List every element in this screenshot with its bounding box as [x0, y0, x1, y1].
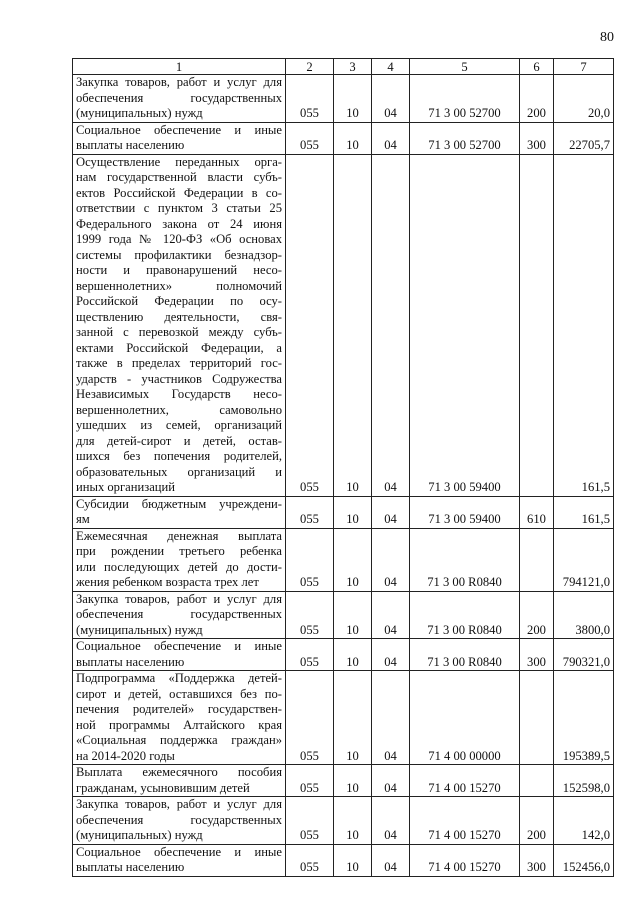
ministry-code: 055 [286, 797, 334, 845]
section-code: 10 [334, 844, 372, 876]
description-line: вершеннолетних» полномочий [76, 278, 282, 293]
table-row [73, 591, 614, 639]
row-description [73, 75, 286, 123]
row-description [73, 797, 286, 845]
amount-value: 790321,0 [554, 639, 614, 671]
section-code: 10 [334, 154, 372, 496]
description-line: ударств - участников Содружества [76, 371, 282, 386]
description-line: Подпрограмма «Поддержка детей- [76, 671, 282, 685]
section-code: 10 [334, 528, 372, 591]
description-line: для детей-сирот и детей, остав- [76, 433, 282, 448]
description-line: Социальное обеспечение и иные [76, 639, 282, 653]
amount-value: 152456,0 [554, 844, 614, 876]
description-line: на 2014-2020 годы [76, 748, 175, 763]
target-article-code: 71 4 00 00000 [410, 671, 520, 765]
description-line: ектов Российской Федерации в со- [76, 185, 282, 200]
row-description [73, 639, 286, 671]
ministry-code: 055 [286, 591, 334, 639]
amount-value: 142,0 [554, 797, 614, 845]
description-line: также в пределах территорий гос- [76, 356, 282, 370]
target-article-code: 71 3 00 59400 [410, 496, 520, 528]
header-cell: 5 [410, 59, 520, 75]
ministry-code: 055 [286, 122, 334, 154]
description-line: печения родителей» государствен- [76, 702, 282, 716]
section-code: 10 [334, 496, 372, 528]
ministry-code: 055 [286, 844, 334, 876]
table-header-row [73, 59, 614, 75]
row-description [73, 122, 286, 154]
header-cell: 3 [334, 59, 372, 75]
table-row [73, 639, 614, 671]
amount-value: 794121,0 [554, 528, 614, 591]
description-line: обеспечения государственных [76, 812, 282, 827]
description-line: вершеннолетних, самовольно [76, 402, 282, 417]
description-line: выплаты населению [76, 860, 185, 874]
expense-type-code: 200 [520, 797, 554, 845]
description-line: Осуществление переданных орга- [76, 154, 282, 169]
description-line: Социальное обеспечение и иные [76, 844, 282, 859]
description-line: ности и правонарушений несо- [76, 263, 282, 277]
table-row [73, 528, 614, 591]
description-line: (муниципальных) нужд [76, 828, 203, 842]
header-cell: 4 [372, 59, 410, 75]
description-line: (муниципальных) нужд [76, 106, 203, 120]
row-description [73, 154, 286, 496]
table-row [73, 671, 614, 765]
description-line: обеспечения государственных [76, 90, 282, 105]
expense-type-code: 300 [520, 844, 554, 876]
description-line: Российской Федерации по осу- [76, 294, 282, 308]
ministry-code: 055 [286, 154, 334, 496]
section-code: 10 [334, 639, 372, 671]
amount-value: 3800,0 [554, 591, 614, 639]
ministry-code: 055 [286, 528, 334, 591]
description-line: ектами Российской Федерации, а [76, 340, 282, 355]
ministry-code: 055 [286, 765, 334, 797]
description-line: (муниципальных) нужд [76, 622, 203, 637]
amount-value: 161,5 [554, 154, 614, 496]
target-article-code: 71 3 00 R0840 [410, 639, 520, 671]
description-line: иных организаций [76, 480, 175, 494]
section-code: 10 [334, 122, 372, 154]
section-code: 10 [334, 591, 372, 639]
description-line: 1999 года № 120-ФЗ «Об основах [76, 232, 282, 246]
subsection-code: 04 [372, 528, 410, 591]
target-article-code: 71 4 00 15270 [410, 765, 520, 797]
subsection-code: 04 [372, 154, 410, 496]
subsection-code: 04 [372, 122, 410, 154]
description-line: ушедших из семей, организаций [76, 418, 282, 432]
expense-type-code: 200 [520, 75, 554, 123]
subsection-code: 04 [372, 639, 410, 671]
subsection-code: 04 [372, 844, 410, 876]
expense-type-code [520, 528, 554, 591]
description-line: Ежемесячная денежная выплата [76, 528, 282, 543]
description-line: «Социальная поддержка граждан» [76, 733, 282, 747]
table-row [73, 122, 614, 154]
target-article-code: 71 4 00 15270 [410, 797, 520, 845]
description-line: выплаты населению [76, 138, 185, 152]
section-code: 10 [334, 765, 372, 797]
header-cell: 2 [286, 59, 334, 75]
expense-type-code: 300 [520, 639, 554, 671]
description-line: гражданам, усыновившим детей [76, 780, 250, 795]
target-article-code: 71 3 00 52700 [410, 122, 520, 154]
description-line: ной программы Алтайского края [76, 717, 282, 732]
row-description [73, 528, 286, 591]
subsection-code: 04 [372, 591, 410, 639]
description-line: шихся без попечения родителей, [76, 449, 282, 463]
description-line: нам государственной власти субъ- [76, 170, 282, 184]
description-line: Закупка товаров, работ и услуг для [76, 75, 282, 89]
expense-type-code [520, 765, 554, 797]
description-line: выплаты населению [76, 654, 185, 669]
description-line: системы профилактики безнадзор- [76, 247, 282, 262]
ministry-code: 055 [286, 496, 334, 528]
header-cell: 6 [520, 59, 554, 75]
target-article-code: 71 3 00 59400 [410, 154, 520, 496]
target-article-code: 71 3 00 R0840 [410, 528, 520, 591]
section-code: 10 [334, 75, 372, 123]
row-description [73, 496, 286, 528]
description-line: или последующих детей до дости- [76, 559, 282, 574]
row-description [73, 591, 286, 639]
ministry-code: 055 [286, 75, 334, 123]
description-line: при рождении третьего ребенка [76, 544, 282, 558]
amount-value: 152598,0 [554, 765, 614, 797]
amount-value: 195389,5 [554, 671, 614, 765]
table-row [73, 844, 614, 876]
subsection-code: 04 [372, 75, 410, 123]
description-line: жения ребенком возраста трех лет [76, 575, 259, 589]
section-code: 10 [334, 671, 372, 765]
expense-type-code [520, 154, 554, 496]
expense-type-code: 610 [520, 496, 554, 528]
expense-type-code: 300 [520, 122, 554, 154]
table-row [73, 75, 614, 123]
description-line: Закупка товаров, работ и услуг для [76, 591, 282, 606]
description-line: ществлению деятельности, свя- [76, 309, 282, 324]
row-description [73, 765, 286, 797]
subsection-code: 04 [372, 671, 410, 765]
header-cell: 7 [554, 59, 614, 75]
target-article-code: 71 3 00 R0840 [410, 591, 520, 639]
table-row [73, 797, 614, 845]
amount-value: 22705,7 [554, 122, 614, 154]
subsection-code: 04 [372, 496, 410, 528]
row-description [73, 844, 286, 876]
description-line: Независимых Государств несо- [76, 387, 282, 401]
subsection-code: 04 [372, 797, 410, 845]
amount-value: 161,5 [554, 496, 614, 528]
description-line: Социальное обеспечение и иные [76, 122, 282, 137]
subsection-code: 04 [372, 765, 410, 797]
ministry-code: 055 [286, 639, 334, 671]
row-description [73, 671, 286, 765]
table-row [73, 154, 614, 496]
table-row [73, 496, 614, 528]
amount-value: 20,0 [554, 75, 614, 123]
expense-type-code: 200 [520, 591, 554, 639]
table-row [73, 765, 614, 797]
page-number: 80 [600, 30, 614, 45]
ministry-code: 055 [286, 671, 334, 765]
description-line: обеспечения государственных [76, 607, 282, 621]
description-line: Федерального закона от 24 июня [76, 216, 282, 231]
description-line: образовательных организаций и [76, 464, 282, 479]
description-line: ям [76, 512, 90, 526]
description-line: Выплата ежемесячного пособия [76, 765, 282, 779]
expense-type-code [520, 671, 554, 765]
section-code: 10 [334, 797, 372, 845]
header-cell: 1 [73, 59, 286, 75]
description-line: сирот и детей, оставшихся без по- [76, 686, 282, 701]
target-article-code: 71 3 00 52700 [410, 75, 520, 123]
budget-table [72, 58, 614, 877]
description-line: ответствии с пунктом 3 статьи 25 [76, 201, 282, 215]
description-line: Закупка товаров, работ и услуг для [76, 797, 282, 811]
description-line: Субсидии бюджетным учреждени- [76, 496, 282, 511]
target-article-code: 71 4 00 15270 [410, 844, 520, 876]
description-line: занной с перевозкой между субъ- [76, 325, 282, 339]
